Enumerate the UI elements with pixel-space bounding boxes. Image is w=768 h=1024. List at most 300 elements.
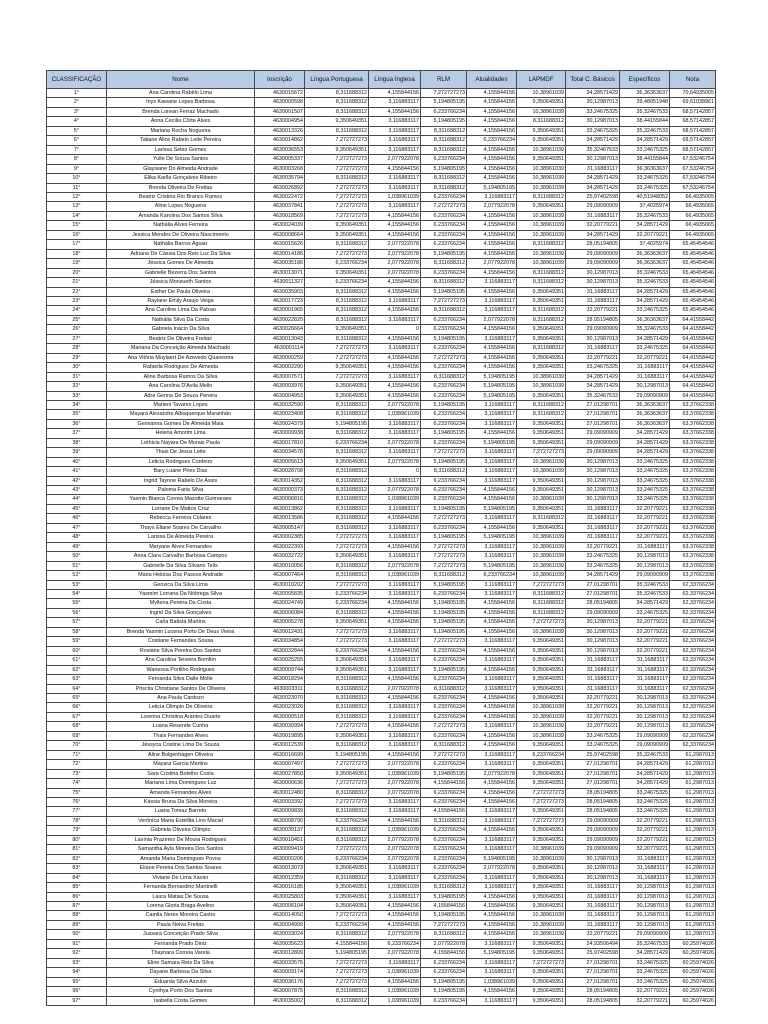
cell-atualidades: 4,155844156 <box>467 599 517 608</box>
cell-atualidades: 3,116883117 <box>467 807 517 816</box>
cell-inscricao: 4630012809 <box>255 949 305 958</box>
cell-atualidades: 3,116883117 <box>467 675 517 684</box>
cell-classificacao: 96° <box>47 987 107 996</box>
cell-lingua-inglesa: 3,116883117 <box>369 372 421 381</box>
cell-atualidades: 3,116883117 <box>467 410 517 419</box>
cell-lapmdf: 10,38961039 <box>517 920 566 929</box>
cell-nota: 62,33766234 <box>670 722 716 731</box>
table-row <box>47 712 716 721</box>
cell-especificos: 33,24675325 <box>620 797 670 806</box>
cell-lingua-portuguesa: 7,272727273 <box>305 211 369 220</box>
cell-especificos: 33,24675325 <box>620 476 670 485</box>
cell-especificos: 32,20779221 <box>620 816 670 825</box>
cell-rlm: 7,272727273 <box>421 542 467 551</box>
cell-atualidades: 5,194805195 <box>467 561 517 570</box>
cell-total-basicos: 32,20779221 <box>566 306 620 315</box>
cell-inscricao: 4630000636 <box>255 779 305 788</box>
cell-lingua-portuguesa: 7,272727273 <box>305 136 369 145</box>
cell-total-basicos: 27,01298701 <box>566 977 620 986</box>
cell-classificacao: 62° <box>47 665 107 674</box>
cell-especificos: 30,12987013 <box>620 382 670 391</box>
cell-lingua-inglesa: 2,077922078 <box>369 760 421 769</box>
cell-lingua-portuguesa: 6,233766234 <box>305 438 369 447</box>
cell-especificos: 31,16883117 <box>620 873 670 882</box>
cell-classificacao: 40° <box>47 457 107 466</box>
cell-total-basicos: 28,05194805 <box>566 807 620 816</box>
cell-especificos: 36,36363637 <box>620 419 670 428</box>
col-header-nome: Nome <box>107 71 255 89</box>
cell-total-basicos: 30,12987013 <box>566 873 620 882</box>
cell-total-basicos: 28,05194805 <box>566 788 620 797</box>
cell-lingua-portuguesa: 8,311688312 <box>305 486 369 495</box>
cell-atualidades: 5,194805195 <box>467 949 517 958</box>
cell-atualidades: 4,155844156 <box>467 911 517 920</box>
cell-nota: 62,33766234 <box>670 712 716 721</box>
cell-inscricao: 4630002290 <box>255 363 305 372</box>
cell-lingua-inglesa: 4,155844156 <box>369 306 421 315</box>
cell-nota: 67,53246754 <box>670 183 716 192</box>
table-row <box>47 694 716 703</box>
cell-total-basicos: 31,16883117 <box>566 911 620 920</box>
cell-especificos: 35,32467533 <box>620 580 670 589</box>
cell-lapmdf: 9,350649351 <box>517 684 566 693</box>
col-header-inscricao: Inscrição <box>255 71 305 89</box>
cell-lingua-portuguesa: 8,311688312 <box>305 240 369 249</box>
table-row <box>47 684 716 693</box>
cell-especificos: 34,28571429 <box>620 334 670 343</box>
cell-lapmdf: 9,350649351 <box>517 760 566 769</box>
cell-classificacao: 16° <box>47 230 107 239</box>
cell-rlm: 6,233766234 <box>421 155 467 164</box>
cell-lingua-portuguesa: 7,272727273 <box>305 533 369 542</box>
table-row <box>47 977 716 986</box>
cell-classificacao: 37° <box>47 429 107 438</box>
table-row <box>47 514 716 523</box>
cell-nome: Lavínia Prazeres De Moura Rodrigues <box>107 835 255 844</box>
cell-total-basicos: 29,09090909 <box>566 249 620 258</box>
cell-lingua-portuguesa: 6,233766234 <box>305 278 369 287</box>
cell-nota: 61,2987013 <box>670 835 716 844</box>
cell-total-basicos: 31,16883117 <box>566 684 620 693</box>
table-row <box>47 788 716 797</box>
cell-especificos: 32,20779221 <box>620 987 670 996</box>
cell-total-basicos: 30,12987013 <box>566 98 620 107</box>
cell-lingua-inglesa: 4,155844156 <box>369 278 421 287</box>
cell-lapmdf: 9,350649351 <box>517 987 566 996</box>
cell-especificos: 32,20779221 <box>620 353 670 362</box>
cell-lingua-portuguesa: 8,311688312 <box>305 873 369 882</box>
cell-especificos: 34,28571429 <box>620 599 670 608</box>
cell-nota: 61,2987013 <box>670 816 716 825</box>
cell-total-basicos: 32,20779221 <box>566 542 620 551</box>
cell-lingua-portuguesa: 9,350649351 <box>305 457 369 466</box>
cell-especificos: 33,24675325 <box>620 306 670 315</box>
cell-especificos: 33,24675325 <box>620 608 670 617</box>
cell-classificacao: 84° <box>47 873 107 882</box>
cell-nota: 65,45454546 <box>670 287 716 296</box>
cell-total-basicos: 29,09090909 <box>566 835 620 844</box>
cell-nota: 65,45454546 <box>670 259 716 268</box>
cell-total-basicos: 24,93506494 <box>566 939 620 948</box>
cell-total-basicos: 29,09090909 <box>566 429 620 438</box>
cell-total-basicos: 28,05194805 <box>566 996 620 1005</box>
cell-nota: 62,33766234 <box>670 684 716 693</box>
cell-total-basicos: 34,28571429 <box>566 372 620 381</box>
cell-nome: Thaynara Correia Varela <box>107 949 255 958</box>
cell-rlm: 8,311688312 <box>421 126 467 135</box>
cell-lingua-portuguesa: 8,311688312 <box>305 675 369 684</box>
cell-lapmdf: 9,350649351 <box>517 202 566 211</box>
cell-atualidades: 3,116883117 <box>467 968 517 977</box>
col-header-rlm: RLM <box>421 71 467 89</box>
cell-especificos: 36,36363637 <box>620 164 670 173</box>
cell-classificacao: 64° <box>47 684 107 693</box>
cell-nota: 66,4935065 <box>670 211 716 220</box>
cell-especificos: 32,20779221 <box>620 533 670 542</box>
cell-lapmdf: 9,350649351 <box>517 438 566 447</box>
cell-rlm: 8,311688312 <box>421 467 467 476</box>
col-header-lapmdf: LAPMDF <box>517 71 566 89</box>
cell-lingua-portuguesa: 7,272727273 <box>305 202 369 211</box>
cell-inscricao: 4630027850 <box>255 769 305 778</box>
cell-nome: Myllena Pereira Da Costa <box>107 599 255 608</box>
cell-rlm: 7,272727273 <box>421 448 467 457</box>
table-row <box>47 580 716 589</box>
cell-lingua-inglesa: 1,038961039 <box>369 769 421 778</box>
cell-inscricao: 4630009839 <box>255 807 305 816</box>
cell-especificos: 34,28571429 <box>620 448 670 457</box>
cell-inscricao: 4630000259 <box>255 353 305 362</box>
cell-atualidades: 4,155844156 <box>467 788 517 797</box>
cell-nome: Yulle De Souza Santos <box>107 155 255 164</box>
cell-lapmdf: 9,350649351 <box>517 136 566 145</box>
cell-atualidades: 4,155844156 <box>467 429 517 438</box>
cell-rlm: 5,194805195 <box>421 287 467 296</box>
cell-lingua-inglesa: 3,116883117 <box>369 552 421 561</box>
cell-classificacao: 51° <box>47 561 107 570</box>
cell-lapmdf: 9,350649351 <box>517 949 566 958</box>
cell-total-basicos: 33,24675325 <box>566 741 620 750</box>
table-row <box>47 656 716 665</box>
cell-atualidades: 4,155844156 <box>467 618 517 627</box>
cell-rlm: 6,233766234 <box>421 495 467 504</box>
cell-rlm: 8,311688312 <box>421 741 467 750</box>
cell-nota: 65,45454546 <box>670 249 716 258</box>
cell-classificacao: 85° <box>47 883 107 892</box>
cell-inscricao: 4630009419 <box>255 845 305 854</box>
cell-lingua-inglesa: 3,116883117 <box>369 656 421 665</box>
cell-inscricao: 4630026892 <box>255 183 305 192</box>
cell-total-basicos: 29,09090909 <box>566 826 620 835</box>
cell-classificacao: 29° <box>47 353 107 362</box>
table-row <box>47 89 716 98</box>
cell-lapmdf: 7,272727273 <box>517 797 566 806</box>
cell-lapmdf: 7,272727273 <box>517 448 566 457</box>
cell-rlm: 5,194805195 <box>421 892 467 901</box>
cell-atualidades: 4,155844156 <box>467 211 517 220</box>
cell-inscricao: 4630015626 <box>255 240 305 249</box>
cell-nome: Rafaella Rodrigues De Almeida <box>107 363 255 372</box>
cell-atualidades: 4,155844156 <box>467 712 517 721</box>
cell-total-basicos: 31,16883117 <box>566 344 620 353</box>
cell-total-basicos: 34,28571429 <box>566 230 620 239</box>
cell-inscricao: 4630011327 <box>255 278 305 287</box>
cell-especificos: 33,24675325 <box>620 968 670 977</box>
cell-nome: Esther De Paula Oliveira <box>107 287 255 296</box>
cell-lapmdf: 10,38961039 <box>517 89 566 98</box>
cell-especificos: 36,36363637 <box>620 89 670 98</box>
table-row <box>47 278 716 287</box>
table-row <box>47 334 716 343</box>
cell-lingua-inglesa: 2,077922078 <box>369 561 421 570</box>
cell-rlm: 6,233766234 <box>421 315 467 324</box>
cell-total-basicos: 31,16883117 <box>566 504 620 513</box>
cell-inscricao: 4630033024 <box>255 930 305 939</box>
cell-atualidades: 3,116883117 <box>467 883 517 892</box>
cell-especificos: 32,20779221 <box>620 230 670 239</box>
table-row <box>47 391 716 400</box>
cell-lingua-inglesa: 3,116883117 <box>369 590 421 599</box>
cell-especificos: 32,20779221 <box>620 845 670 854</box>
cell-atualidades: 3,116883117 <box>467 958 517 967</box>
cell-lapmdf: 10,38961039 <box>517 249 566 258</box>
cell-total-basicos: 30,12987013 <box>566 486 620 495</box>
cell-lapmdf: 9,350649351 <box>517 363 566 372</box>
table-row <box>47 987 716 996</box>
cell-inscricao: 4630012431 <box>255 627 305 636</box>
cell-especificos: 30,12987013 <box>620 703 670 712</box>
cell-nota: 65,45454546 <box>670 306 716 315</box>
cell-lingua-portuguesa: 7,272727273 <box>305 344 369 353</box>
cell-atualidades: 4,155844156 <box>467 627 517 636</box>
cell-nome: Thais De Jesus Leite <box>107 448 255 457</box>
cell-total-basicos: 25,97402598 <box>566 949 620 958</box>
cell-especificos: 32,20779221 <box>620 627 670 636</box>
cell-especificos: 30,12987013 <box>620 712 670 721</box>
cell-classificacao: 41° <box>47 467 107 476</box>
cell-especificos: 29,09090909 <box>620 391 670 400</box>
cell-lingua-portuguesa: 7,272727273 <box>305 183 369 192</box>
cell-especificos: 33,24675325 <box>620 174 670 183</box>
cell-atualidades: 4,155844156 <box>467 694 517 703</box>
cell-nome: Ingrid Taynne Rabelo De Assis <box>107 476 255 485</box>
cell-atualidades: 4,155844156 <box>467 779 517 788</box>
cell-nota: 60,25974026 <box>670 977 716 986</box>
cell-inscricao: 4630012480 <box>255 788 305 797</box>
cell-total-basicos: 30,12987013 <box>566 627 620 636</box>
cell-lingua-portuguesa: 7,272727273 <box>305 542 369 551</box>
col-header-atualidades: Atualidades <box>467 71 517 89</box>
cell-atualidades: 3,116883117 <box>467 467 517 476</box>
table-row <box>47 155 716 164</box>
cell-lingua-portuguesa: 8,311688312 <box>305 788 369 797</box>
cell-nome: Jussara Conceição Prado Silva <box>107 930 255 939</box>
cell-inscricao: 4630005337 <box>255 155 305 164</box>
cell-inscricao: 4630036553 <box>255 145 305 154</box>
cell-atualidades: 3,116883117 <box>467 590 517 599</box>
cell-nome: Laura Matias De Sousa <box>107 892 255 901</box>
cell-total-basicos: 28,05194805 <box>566 797 620 806</box>
cell-lapmdf: 9,350649351 <box>517 325 566 334</box>
table-row <box>47 760 716 769</box>
cell-classificacao: 15° <box>47 221 107 230</box>
cell-rlm: 6,233766234 <box>421 107 467 116</box>
cell-lingua-inglesa: 4,155844156 <box>369 599 421 608</box>
cell-nota: 61,2987013 <box>670 911 716 920</box>
cell-lapmdf: 9,350649351 <box>517 939 566 948</box>
cell-rlm: 6,233766234 <box>421 344 467 353</box>
cell-classificacao: 60° <box>47 646 107 655</box>
table-row <box>47 192 716 201</box>
col-header-nota: Nota <box>670 71 716 89</box>
cell-inscricao: 4630018294 <box>255 675 305 684</box>
cell-lingua-portuguesa: 9,350649351 <box>305 117 369 126</box>
cell-classificacao: 10° <box>47 174 107 183</box>
cell-lingua-portuguesa: 7,272727273 <box>305 977 369 986</box>
cell-atualidades: 3,116883117 <box>467 684 517 693</box>
cell-total-basicos: 34,28571429 <box>566 571 620 580</box>
cell-inscricao: 4630006816 <box>255 495 305 504</box>
cell-atualidades: 1,038961039 <box>467 977 517 986</box>
cell-classificacao: 24° <box>47 306 107 315</box>
cell-lingua-portuguesa: 7,272727273 <box>305 372 369 381</box>
cell-lingua-inglesa: 3,116883117 <box>369 797 421 806</box>
cell-nome: Tatiane Alice Rabelo Leite Pereira <box>107 136 255 145</box>
cell-lingua-inglesa: 4,155844156 <box>369 816 421 825</box>
cell-especificos: 31,16883117 <box>620 372 670 381</box>
cell-especificos: 35,32467533 <box>620 750 670 759</box>
cell-lingua-inglesa: 4,155844156 <box>369 694 421 703</box>
cell-lingua-portuguesa: 9,350649351 <box>305 552 369 561</box>
cell-atualidades: 4,155844156 <box>467 126 517 135</box>
cell-nome: Beatriz Cristina Rio Branco Ramos <box>107 192 255 201</box>
table-row <box>47 429 716 438</box>
cell-lapmdf: 9,350649351 <box>517 977 566 986</box>
cell-nome: Larissa Setes Gomes <box>107 145 255 154</box>
table-row <box>47 287 716 296</box>
cell-classificacao: 70° <box>47 741 107 750</box>
cell-total-basicos: 31,16883117 <box>566 920 620 929</box>
cell-lapmdf: 9,350649351 <box>517 873 566 882</box>
cell-lingua-inglesa: 4,155844156 <box>369 221 421 230</box>
cell-especificos: 33,24675325 <box>620 977 670 986</box>
cell-nome: Fernanda Prado Diniz <box>107 939 255 948</box>
cell-rlm: 6,233766234 <box>421 419 467 428</box>
cell-total-basicos: 29,09090909 <box>566 448 620 457</box>
cell-nota: 62,33766234 <box>670 637 716 646</box>
cell-especificos: 35,32467533 <box>620 939 670 948</box>
table-row <box>47 741 716 750</box>
cell-nome: Jéssica Monsueth Santos <box>107 278 255 287</box>
table-row <box>47 410 716 419</box>
cell-lapmdf: 9,350649351 <box>517 296 566 305</box>
cell-inscricao: 4630013326 <box>255 126 305 135</box>
cell-lingua-inglesa: 3,116883117 <box>369 864 421 873</box>
cell-inscricao: 4630015672 <box>255 89 305 98</box>
cell-total-basicos: 28,05194805 <box>566 987 620 996</box>
cell-inscricao: 4630007497 <box>255 760 305 769</box>
cell-nota: 62,33766234 <box>670 731 716 740</box>
cell-lingua-inglesa: 3,116883117 <box>369 807 421 816</box>
cell-nome: Yasmim Lorrana Da Nóbrega Silva <box>107 590 255 599</box>
cell-inscricao: 4630001114 <box>255 344 305 353</box>
cell-lingua-portuguesa: 6,233766234 <box>305 816 369 825</box>
cell-total-basicos: 32,20779221 <box>566 712 620 721</box>
cell-lingua-portuguesa: 9,350649351 <box>305 618 369 627</box>
cell-total-basicos: 33,24675325 <box>566 561 620 570</box>
cell-nota: 67,53246754 <box>670 174 716 183</box>
cell-total-basicos: 28,05194805 <box>566 315 620 324</box>
cell-lingua-inglesa: 3,116883117 <box>369 741 421 750</box>
cell-especificos: 32,20779221 <box>620 514 670 523</box>
cell-nome: Geovica Da Silva Lima <box>107 580 255 589</box>
table-row <box>47 845 716 854</box>
cell-lapmdf: 8,311688312 <box>517 192 566 201</box>
cell-nome: Nathália Alves Ferreira <box>107 221 255 230</box>
table-row <box>47 646 716 655</box>
cell-atualidades: 4,155844156 <box>467 344 517 353</box>
cell-lapmdf: 8,311688312 <box>517 240 566 249</box>
table-row <box>47 864 716 873</box>
cell-especificos: 35,32467533 <box>620 107 670 116</box>
cell-especificos: 32,20779221 <box>620 637 670 646</box>
cell-atualidades: 5,194805195 <box>467 372 517 381</box>
cell-rlm: 6,233766234 <box>421 703 467 712</box>
cell-inscricao: 4630004999 <box>255 920 305 929</box>
cell-inscricao: 4630000373 <box>255 486 305 495</box>
cell-classificacao: 61° <box>47 656 107 665</box>
cell-especificos: 34,28571429 <box>620 949 670 958</box>
cell-nome: Ana Paula Cardozo <box>107 694 255 703</box>
cell-inscricao: 4630005278 <box>255 618 305 627</box>
cell-lingua-inglesa: 2,077922078 <box>369 930 421 939</box>
cell-nome: Maryane Alves Fernandes <box>107 542 255 551</box>
cell-nota: 62,33766234 <box>670 618 716 627</box>
table-row <box>47 438 716 447</box>
cell-especificos: 38,44155844 <box>620 155 670 164</box>
cell-nota: 61,2987013 <box>670 854 716 863</box>
cell-nome: Anna Cecilia Côrte Alves <box>107 117 255 126</box>
table-row <box>47 486 716 495</box>
table-row <box>47 873 716 882</box>
table-row <box>47 618 716 627</box>
cell-lingua-inglesa: 4,155844156 <box>369 608 421 617</box>
table-row <box>47 268 716 277</box>
cell-total-basicos: 30,12987013 <box>566 334 620 343</box>
cell-nota: 62,33766234 <box>670 656 716 665</box>
cell-total-basicos: 30,12987013 <box>566 864 620 873</box>
cell-lingua-inglesa: 4,155844156 <box>369 542 421 551</box>
cell-rlm: 7,272727273 <box>421 552 467 561</box>
table-row <box>47 608 716 617</box>
cell-especificos: 35,32467533 <box>620 278 670 287</box>
cell-inscricao: 4630035186 <box>255 259 305 268</box>
cell-nome: Amanda Maria Domingues Povoa <box>107 854 255 863</box>
cell-nome: Brenda Oliveira De Freitas <box>107 183 255 192</box>
cell-rlm: 6,233766234 <box>421 486 467 495</box>
cell-lingua-inglesa: 4,155844156 <box>369 646 421 655</box>
cell-rlm: 5,194805195 <box>421 164 467 173</box>
cell-classificacao: 52° <box>47 571 107 580</box>
cell-nota: 68,57142857 <box>670 117 716 126</box>
cell-atualidades: 3,116883117 <box>467 400 517 409</box>
cell-especificos: 33,24675325 <box>620 495 670 504</box>
table-row <box>47 949 716 958</box>
cell-atualidades: 3,116883117 <box>467 939 517 948</box>
cell-inscricao: 4630000206 <box>255 854 305 863</box>
cell-inscricao: 4630007464 <box>255 571 305 580</box>
cell-lapmdf: 9,350649351 <box>517 391 566 400</box>
